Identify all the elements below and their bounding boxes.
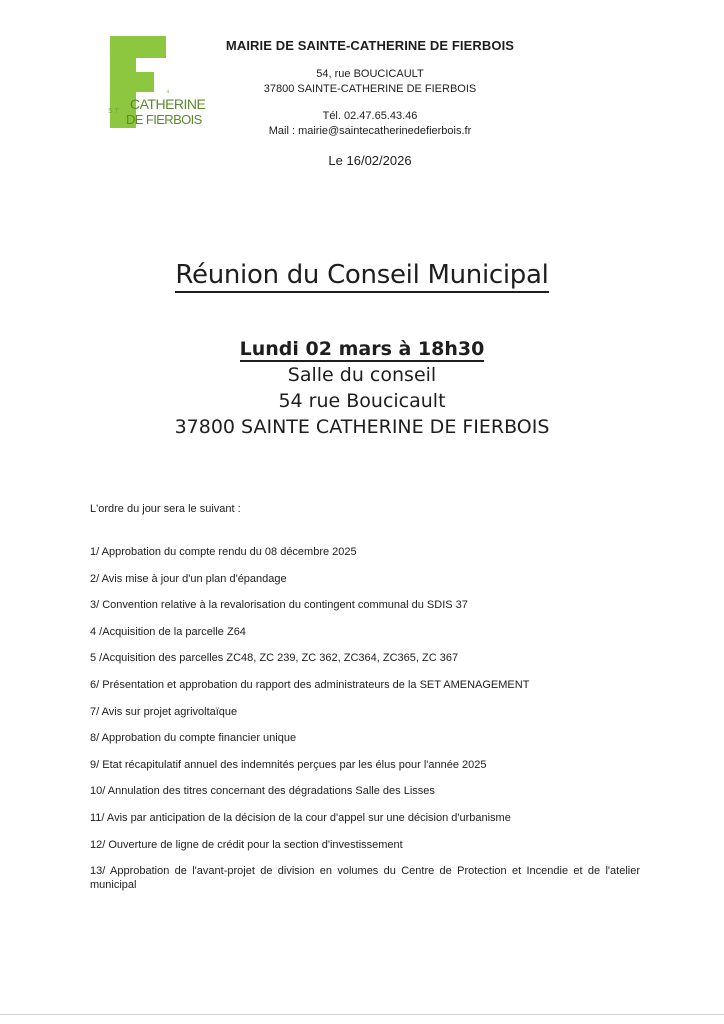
agenda-item: 12/ Ouverture de ligne de crédit pour la section d'investissement [90, 838, 403, 851]
page-title: Réunion du Conseil Municipal [0, 260, 724, 290]
agenda-item: 7/ Avis sur projet agrivoltaïque [90, 705, 238, 718]
agenda-intro: L'ordre du jour sera le suivant : [90, 503, 241, 515]
meeting-datetime: Lundi 02 mars à 18h30 [239, 338, 485, 360]
logo-letter-f-top [110, 36, 166, 58]
municipality-logo [106, 36, 206, 132]
agenda-item: 8/ Approbation du compte financier unique [90, 732, 297, 745]
agenda-list [90, 545, 640, 891]
logo-letter-f-middle [110, 72, 154, 92]
letterhead [200, 38, 540, 168]
mairie-address [200, 67, 540, 97]
telephone: Tél. 02.47.65.43.46 [322, 110, 418, 122]
agenda-item: 9/ Etat récapitulatif annuel des indemnités perçues par les élus pour l'année 2025 [90, 758, 487, 771]
logo-small-text: S T [108, 108, 119, 115]
meeting-street: 54 rue Boucicault [278, 390, 446, 412]
document-date: Le 16/02/2026 [328, 153, 412, 168]
logo-accent-mark: ⁴ [166, 88, 170, 97]
mairie-contact [200, 109, 540, 139]
meeting-city: 37800 SAINTE CATHERINE DE FIERBOIS [174, 416, 550, 438]
agenda-item: 13/ Approbation de l'avant-projet de division en volumes du Centre de Protection et Incendie et de l'atelier municipal [90, 865, 640, 892]
agenda-item: 10/ Annulation des titres concernant des dégradations Salle des Lisses [90, 785, 435, 798]
address-line1: 54, rue BOUCICAULT [316, 68, 424, 80]
agenda-item: 11/ Avis par anticipation de la décision de la cour d'appel sur une décision d'urbanisme [90, 811, 511, 824]
meeting-room: Salle du conseil [287, 364, 437, 386]
agenda-item: 4 /Acquisition de la parcelle Z64 [90, 625, 246, 638]
meeting-details [0, 336, 724, 440]
agenda-item: 5 /Acquisition des parcelles ZC48, ZC 239, ZC 362, ZC364, ZC365, ZC 367 [90, 652, 459, 665]
address-line2: 37800 SAINTE-CATHERINE DE FIERBOIS [263, 83, 477, 95]
email: Mail : mairie@saintecatherinedefierbois.fr [268, 125, 472, 137]
agenda-item: 1/ Approbation du compte rendu du 08 décembre 2025 [90, 546, 357, 558]
page-bottom-edge [0, 1014, 724, 1015]
agenda-item: 2/ Avis mise à jour d'un plan d'épandage [90, 572, 287, 585]
logo-text-line1: CATHERINE [130, 96, 206, 112]
logo-text-line2: DE FIERBOIS [126, 112, 202, 127]
mairie-name: MAIRIE DE SAINTE-CATHERINE DE FIERBOIS [225, 38, 515, 53]
agenda-item: 6/ Présentation et approbation du rapport des administrateurs de la SET AMENAGEMENT [90, 678, 530, 691]
agenda-item: 3/ Convention relative à la revalorisation du contingent communal du SDIS 37 [90, 599, 468, 612]
